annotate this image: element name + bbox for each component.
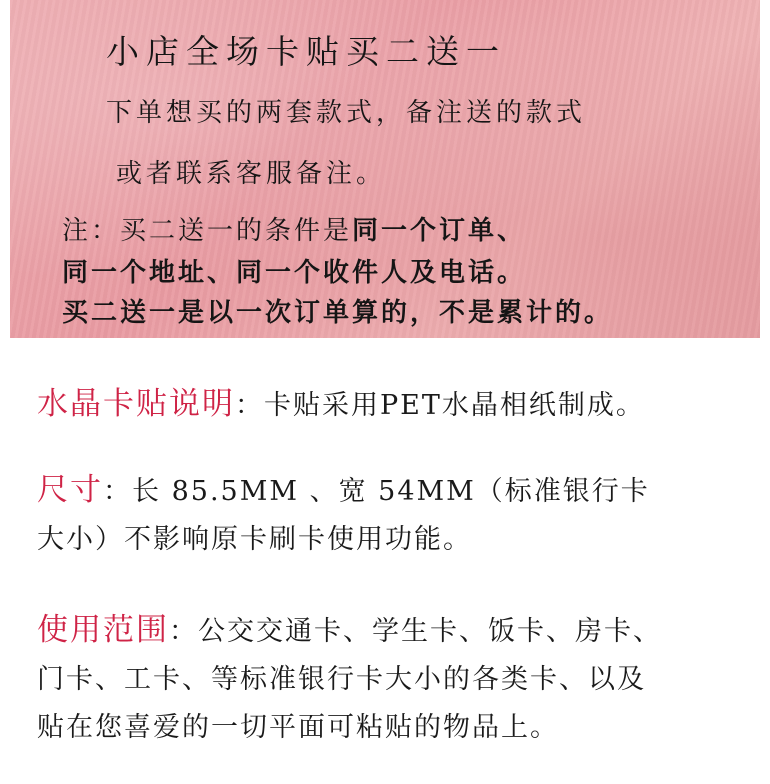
size-line-2: 大小）不影响原卡刷卡使用功能。 [37,524,472,555]
crystal-sticker-section [37,378,759,423]
usage-scope-line-2: 门卡、工卡、等标准银行卡大小的各类卡、以及 [37,664,646,695]
size-heading: 尺寸 [37,472,103,508]
usage-scope-text-1: ：公交交通卡、学生卡、饭卡、房卡、 [169,616,662,647]
crystal-sticker-heading: 水晶卡贴说明 [37,386,235,422]
size-text-1: ：长 85.5MM 、宽 54MM（标准银行卡 [103,476,650,507]
banner-line-2: 或者联系客服备注。 [116,159,387,189]
size-section [37,466,759,564]
crystal-sticker-text: ：卡贴采用PET水晶相纸制成。 [235,390,645,421]
size-line-1 [37,466,759,516]
usage-scope-heading: 使用范围 [37,612,169,648]
banner-note-line-1 [62,210,526,247]
banner-line-1: 下单想买的两套款式，备注送的款式 [106,98,587,128]
usage-scope-section [37,606,759,752]
crystal-sticker-line [37,378,759,423]
banner-note-line-3: 买二送一是以一次订单算的，不是累计的。 [62,298,614,328]
usage-scope-line-1 [37,606,759,656]
banner-note-bold: 同一个订单、 [352,216,527,246]
banner-note-prefix: 注：买二送一的条件是 [62,216,353,246]
banner-title: 小店全场卡贴买二送一 [106,32,506,71]
promo-banner [10,0,760,338]
banner-note-line-2: 同一个地址、同一个收件人及电话。 [62,258,527,288]
usage-scope-line-3: 贴在您喜爱的一切平面可粘贴的物品上。 [37,712,559,743]
